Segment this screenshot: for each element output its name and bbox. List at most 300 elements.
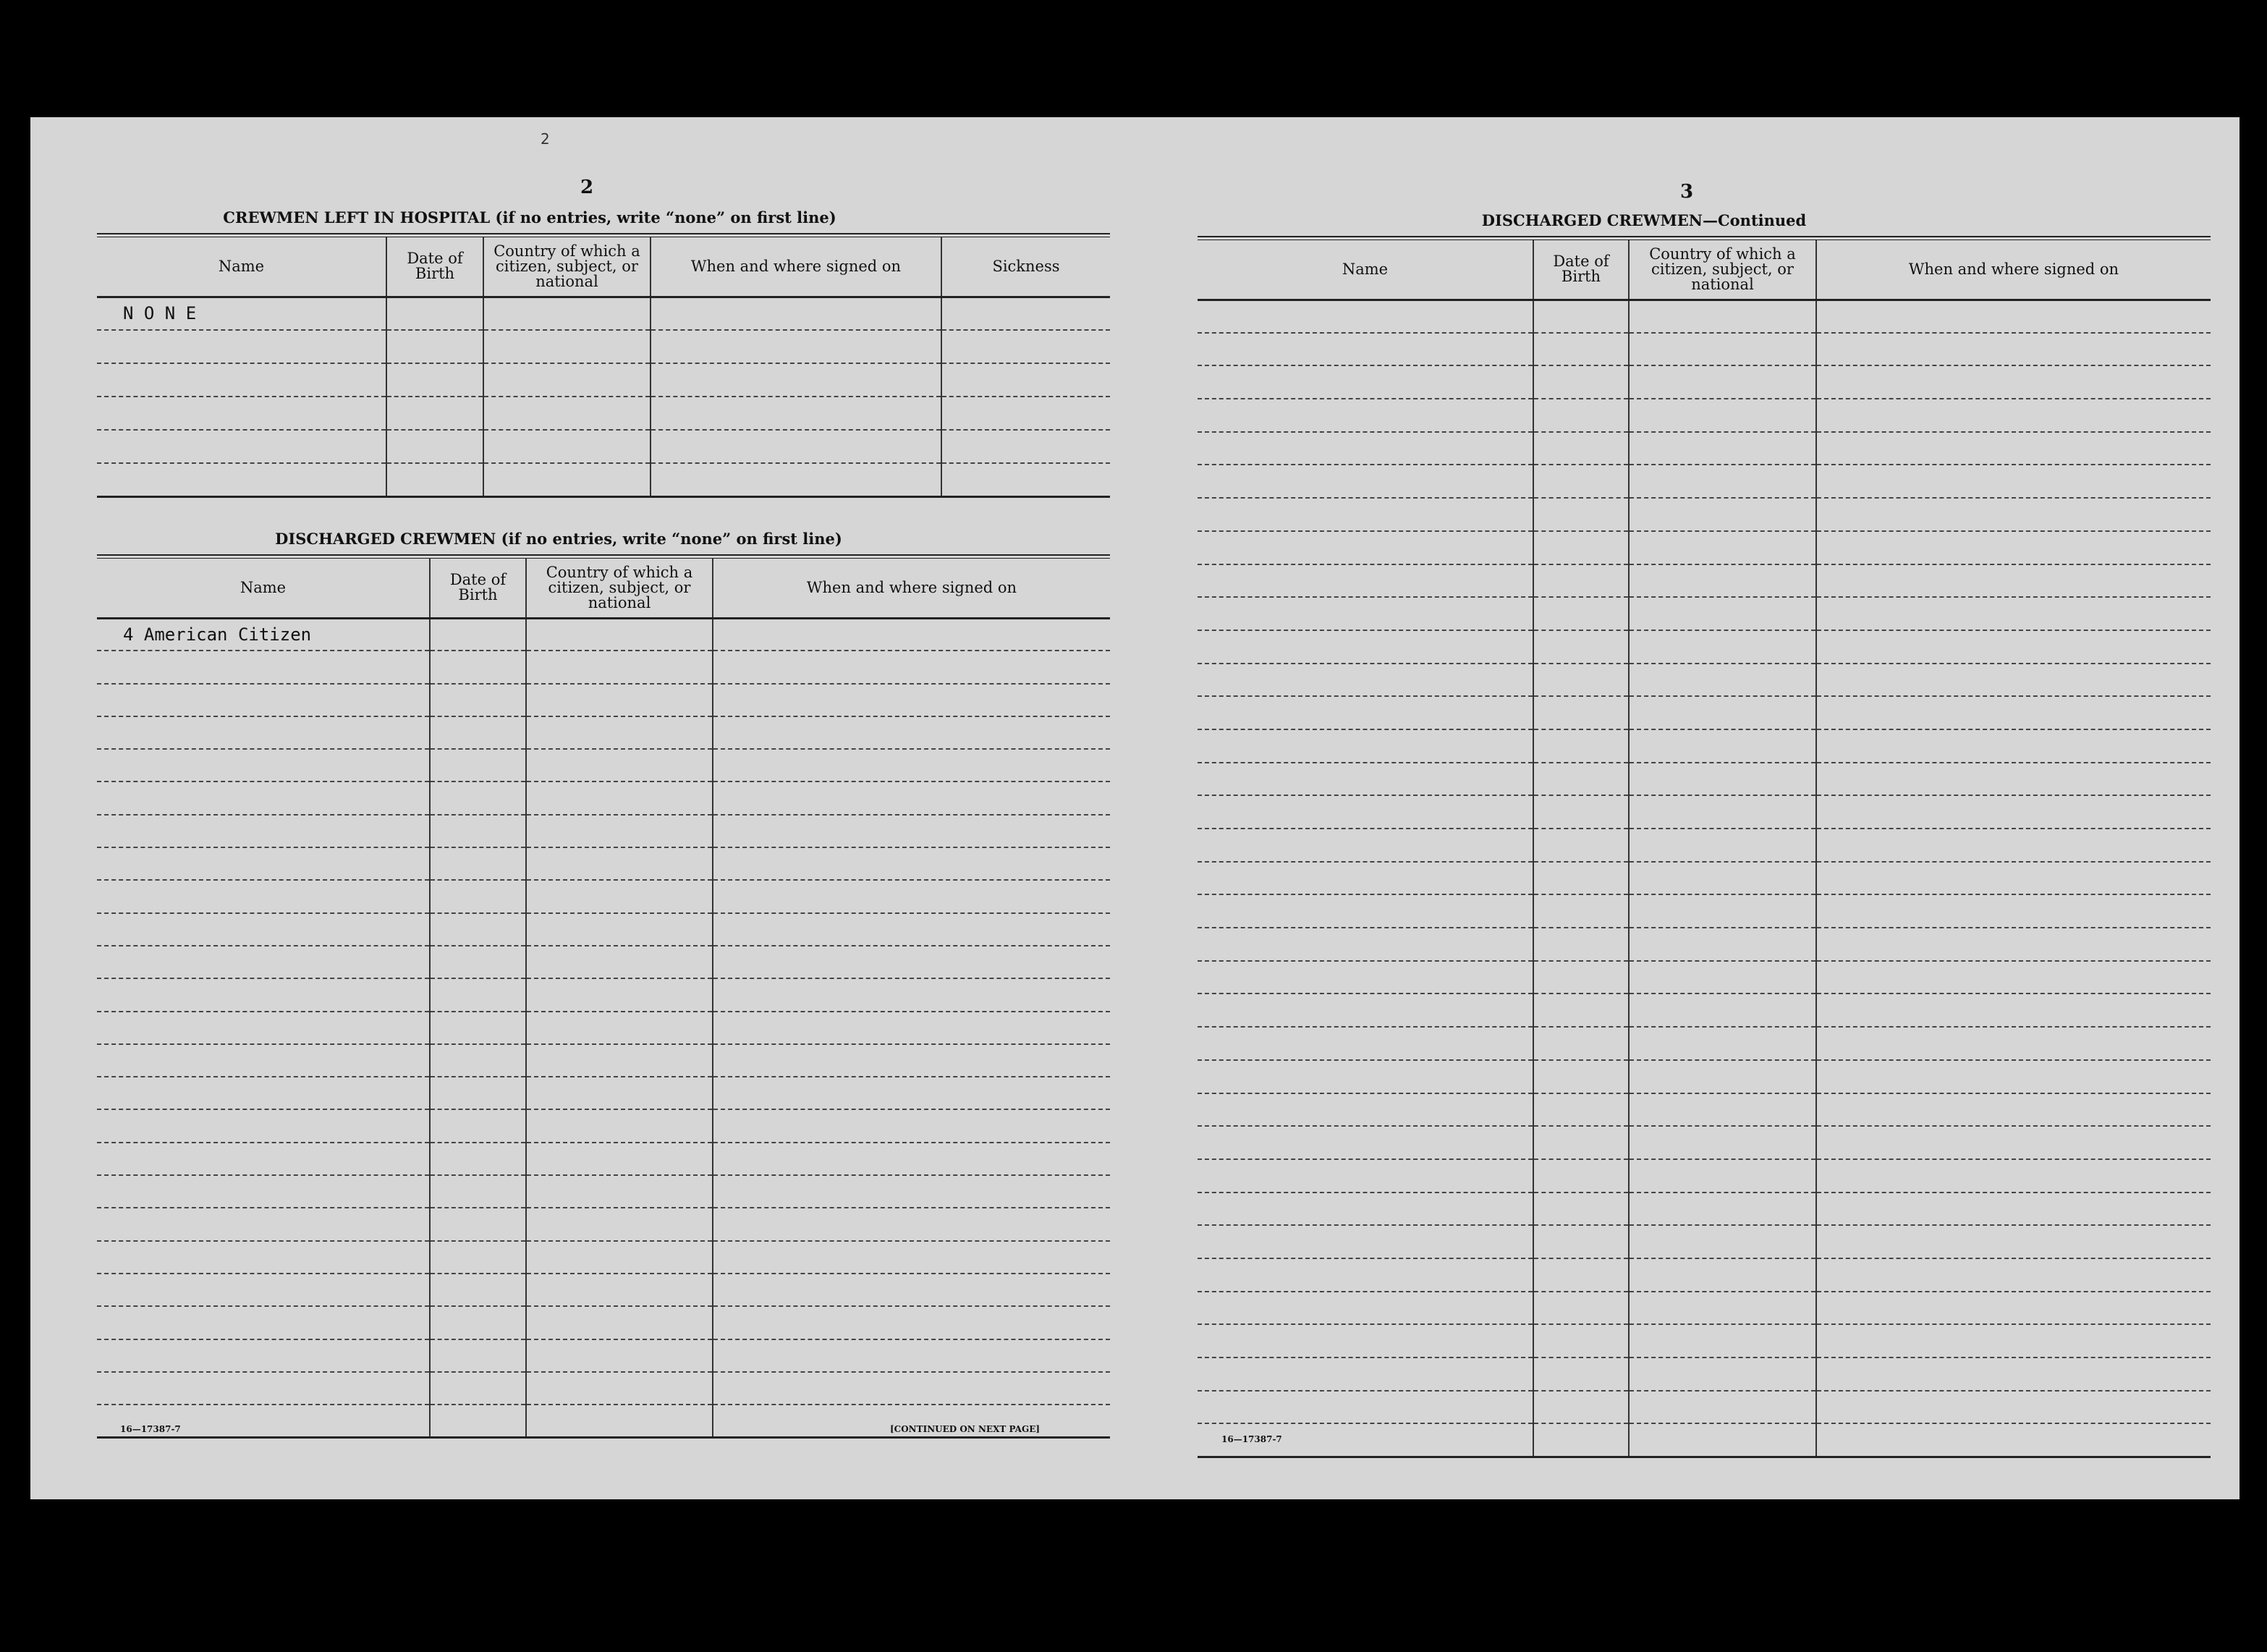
- table-row: [1198, 928, 2211, 961]
- table-cell: [430, 1274, 526, 1306]
- discharged-continued-suffix: —Continued: [1702, 211, 1807, 229]
- table-cell: [1816, 1292, 2211, 1325]
- table-cell: [1629, 564, 1816, 598]
- table-cell: [1533, 1357, 1629, 1391]
- table-cell: [1629, 630, 1816, 664]
- table-row: [1198, 1126, 2211, 1159]
- table-cell: [526, 1143, 713, 1175]
- table-row: [1198, 1357, 2211, 1391]
- table-cell: [97, 330, 386, 363]
- table-cell: [1816, 928, 2211, 961]
- table-cell: [97, 1109, 430, 1142]
- table-cell: [97, 1339, 430, 1372]
- table-cell: [1198, 894, 1533, 928]
- table-cell: [941, 297, 1110, 330]
- table-cell: [1629, 1093, 1816, 1127]
- table-cell: [430, 618, 526, 651]
- table-cell: [1816, 961, 2211, 994]
- table-cell: [430, 684, 526, 716]
- table-row: [97, 430, 1110, 463]
- table-cell: [97, 946, 430, 978]
- discharged-table: [97, 559, 1110, 1439]
- table-cell: [1198, 1357, 1533, 1391]
- table-cell: [1629, 498, 1816, 531]
- table-cell: [1816, 564, 2211, 598]
- table-row: [1198, 597, 2211, 630]
- table-cell: [1533, 1225, 1629, 1258]
- table-cell: [1533, 432, 1629, 465]
- table-cell: [1198, 1258, 1533, 1292]
- table-cell: [526, 716, 713, 749]
- table-cell: [713, 1274, 1110, 1306]
- hospital-header-row: [97, 237, 1110, 297]
- table-row: [97, 815, 1110, 847]
- hospital-col-sickness: Sickness: [941, 237, 1110, 297]
- table-cell: [1816, 365, 2211, 399]
- table-cell: [1533, 300, 1629, 333]
- table-cell: [1816, 1093, 2211, 1127]
- table-row: [1198, 795, 2211, 829]
- table-cell: [941, 430, 1110, 463]
- table-cell: [1533, 365, 1629, 399]
- table-cell: [1198, 399, 1533, 432]
- table-cell: [651, 397, 941, 430]
- hospital-col-country: Country of which a citizen, subject, or national: [483, 237, 651, 297]
- continued-note: [CONTINUED ON NEXT PAGE]: [890, 1424, 1041, 1434]
- table-row: [97, 363, 1110, 397]
- table-row: [97, 618, 1110, 651]
- table-cell: [1198, 961, 1533, 994]
- table-cell: [1629, 531, 1816, 564]
- table-cell: [651, 363, 941, 397]
- hospital-title-note: (if no entries, write “none” on first line): [495, 208, 836, 226]
- table-cell: [526, 1405, 713, 1437]
- table-cell: [483, 463, 651, 496]
- table-cell: [1629, 729, 1816, 763]
- right-form-number: 16—17387-7: [1221, 1434, 1282, 1444]
- table-cell: [1198, 333, 1533, 366]
- table-cell: [1816, 333, 2211, 366]
- table-cell: [1629, 763, 1816, 796]
- table-cell: [1629, 1225, 1816, 1258]
- table-cell: [526, 847, 713, 880]
- table-cell: [1629, 1193, 1816, 1226]
- table-cell: [1198, 795, 1533, 829]
- table-cell: [941, 330, 1110, 363]
- table-cell: [1629, 1292, 1816, 1325]
- table-cell: [1533, 564, 1629, 598]
- table-cell: [430, 1109, 526, 1142]
- table-cell: [1629, 365, 1816, 399]
- table-cell: [526, 749, 713, 781]
- hospital-title-text: CREWMEN LEFT IN HOSPITAL: [223, 208, 491, 226]
- table-cell: [386, 330, 483, 363]
- table-cell: [1533, 1126, 1629, 1159]
- hospital-col-signed-on: When and where signed on: [651, 237, 941, 297]
- table-cell: [713, 847, 1110, 880]
- table-row: [1198, 1060, 2211, 1093]
- table-cell: [1816, 1357, 2211, 1391]
- table-row: [97, 1241, 1110, 1274]
- table-row: [1198, 1093, 2211, 1127]
- table-row: [1198, 1391, 2211, 1424]
- table-cell: [1198, 1324, 1533, 1357]
- left-page-number: 2: [580, 177, 594, 198]
- table-cell: [1816, 862, 2211, 895]
- table-cell: [1533, 928, 1629, 961]
- table-cell: [430, 651, 526, 683]
- table-cell: [430, 946, 526, 978]
- table-cell: [1816, 1324, 2211, 1357]
- table-row: [97, 978, 1110, 1011]
- table-row: [97, 1109, 1110, 1142]
- table-cell: [1198, 531, 1533, 564]
- table-cell: [526, 684, 713, 716]
- table-cell: [1629, 1423, 1816, 1457]
- table-cell: [1198, 862, 1533, 895]
- table-cell: [1816, 300, 2211, 333]
- table-cell: [1533, 399, 1629, 432]
- table-cell: [1198, 1391, 1533, 1424]
- table-cell: [483, 430, 651, 463]
- table-cell: [1816, 1126, 2211, 1159]
- table-cell: [1816, 1423, 2211, 1457]
- table-cell: [1198, 365, 1533, 399]
- table-cell: [1533, 465, 1629, 498]
- table-cell: [1198, 1093, 1533, 1127]
- table-cell: [1198, 300, 1533, 333]
- table-cell: [1816, 465, 2211, 498]
- table-cell: [526, 1306, 713, 1339]
- table-cell: [1198, 498, 1533, 531]
- table-cell: [1198, 597, 1533, 630]
- table-cell: [526, 1175, 713, 1208]
- table-cell: [1816, 1391, 2211, 1424]
- table-cell: [430, 1372, 526, 1405]
- table-cell: [1816, 894, 2211, 928]
- table-cell: [97, 651, 430, 683]
- table-cell: [430, 1241, 526, 1274]
- discharged-title-note: (if no entries, write “none” on first line): [501, 530, 842, 548]
- table-row: [1198, 365, 2211, 399]
- table-cell: [97, 815, 430, 847]
- table-cell: N O N E: [97, 297, 386, 330]
- table-cell: [1198, 1225, 1533, 1258]
- table-cell: [97, 684, 430, 716]
- table-row: [97, 1044, 1110, 1077]
- table-cell: [526, 651, 713, 683]
- table-cell: [713, 1143, 1110, 1175]
- table-row: [1198, 564, 2211, 598]
- table-cell: [713, 1241, 1110, 1274]
- table-cell: [713, 1306, 1110, 1339]
- table-cell: [1198, 994, 1533, 1027]
- table-row: [97, 1306, 1110, 1339]
- table-row: [97, 463, 1110, 496]
- table-cell: [1629, 1324, 1816, 1357]
- table-cell: [1533, 1292, 1629, 1325]
- table-cell: [1816, 597, 2211, 630]
- table-cell: [1533, 630, 1629, 664]
- table-cell: [483, 397, 651, 430]
- left-form-number: 16—17387-7: [120, 1424, 181, 1434]
- table-row: [97, 749, 1110, 781]
- table-cell: [97, 1077, 430, 1109]
- table-row: [97, 297, 1110, 330]
- table-cell: [430, 1339, 526, 1372]
- table-cell: [430, 913, 526, 946]
- table-row: [1198, 531, 2211, 564]
- table-cell: [713, 1372, 1110, 1405]
- discharged-continued-title-text: DISCHARGED CREWMEN: [1481, 211, 1703, 229]
- table-cell: [651, 330, 941, 363]
- table-cell: [1198, 465, 1533, 498]
- discharged-continued-title: [1239, 211, 2049, 229]
- table-cell: [1198, 729, 1533, 763]
- table-cell: [713, 815, 1110, 847]
- table-cell: [430, 1077, 526, 1109]
- table-cell: [526, 1208, 713, 1240]
- table-cell: [97, 1012, 430, 1044]
- table-row: [97, 1372, 1110, 1405]
- table-cell: [1198, 696, 1533, 729]
- table-cell: [97, 716, 430, 749]
- table-cell: 4 American Citizen: [97, 618, 430, 651]
- table-cell: [1533, 961, 1629, 994]
- continued-col-dob: Date of Birth: [1533, 240, 1629, 300]
- table-cell: [430, 1306, 526, 1339]
- table-cell: [1816, 763, 2211, 796]
- table-row: [97, 1274, 1110, 1306]
- table-cell: [1629, 399, 1816, 432]
- table-cell: [713, 1012, 1110, 1044]
- table-cell: [1629, 333, 1816, 366]
- table-cell: [1533, 597, 1629, 630]
- continued-col-name: Name: [1198, 240, 1533, 300]
- table-cell: [713, 913, 1110, 946]
- table-cell: [1629, 1060, 1816, 1093]
- table-row: [97, 781, 1110, 814]
- table-cell: [1533, 664, 1629, 697]
- table-cell: [526, 1241, 713, 1274]
- table-cell: [526, 913, 713, 946]
- table-cell: [526, 880, 713, 912]
- discharged-col-dob: Date of Birth: [430, 559, 526, 618]
- table-cell: [386, 463, 483, 496]
- table-cell: [97, 363, 386, 397]
- table-cell: [430, 815, 526, 847]
- table-cell: [483, 330, 651, 363]
- table-cell: [941, 363, 1110, 397]
- table-cell: [1198, 564, 1533, 598]
- table-cell: [713, 1044, 1110, 1077]
- table-cell: [1198, 1159, 1533, 1193]
- table-row: [1198, 829, 2211, 862]
- table-row: [1198, 763, 2211, 796]
- table-cell: [526, 1044, 713, 1077]
- table-cell: [1533, 696, 1629, 729]
- table-row: [97, 1077, 1110, 1109]
- continued-col-country: Country of which a citizen, subject, or national: [1629, 240, 1816, 300]
- hospital-col-name: Name: [97, 237, 386, 297]
- table-row: [1198, 465, 2211, 498]
- table-cell: [97, 1372, 430, 1405]
- table-cell: [1533, 1060, 1629, 1093]
- table-cell: [1629, 795, 1816, 829]
- table-cell: [1629, 1159, 1816, 1193]
- table-cell: [430, 880, 526, 912]
- table-cell: [1533, 1324, 1629, 1357]
- table-cell: [1533, 531, 1629, 564]
- table-cell: [430, 781, 526, 814]
- table-row: [97, 1175, 1110, 1208]
- table-cell: [97, 1175, 430, 1208]
- table-cell: [1816, 1060, 2211, 1093]
- table-cell: [1629, 928, 1816, 961]
- table-cell: [1816, 498, 2211, 531]
- table-cell: [713, 946, 1110, 978]
- table-cell: [1816, 1258, 2211, 1292]
- table-cell: [430, 1405, 526, 1437]
- table-cell: [1816, 664, 2211, 697]
- table-cell: [1533, 894, 1629, 928]
- table-cell: [1198, 1193, 1533, 1226]
- table-cell: [1629, 961, 1816, 994]
- table-cell: [97, 913, 430, 946]
- table-cell: [1629, 465, 1816, 498]
- table-cell: [1816, 696, 2211, 729]
- table-cell: [97, 1143, 430, 1175]
- table-cell: [1629, 300, 1816, 333]
- table-row: [97, 716, 1110, 749]
- table-cell: [713, 1109, 1110, 1142]
- table-cell: [526, 1372, 713, 1405]
- hospital-section-title: [124, 208, 935, 226]
- table-row: [1198, 729, 2211, 763]
- table-row: [97, 684, 1110, 716]
- table-row: [97, 946, 1110, 978]
- right-page-number: 3: [1680, 181, 1694, 203]
- table-cell: [1816, 630, 2211, 664]
- table-cell: [97, 880, 430, 912]
- table-cell: [1816, 1027, 2211, 1060]
- table-cell: [1533, 994, 1629, 1027]
- handwritten-page-mark: 2: [541, 130, 550, 148]
- table-cell: [97, 781, 430, 814]
- table-row: [1198, 696, 2211, 729]
- table-cell: [1198, 1027, 1533, 1060]
- table-cell: [1533, 1423, 1629, 1457]
- table-cell: [1629, 432, 1816, 465]
- table-row: [97, 330, 1110, 363]
- table-row: [1198, 862, 2211, 895]
- table-cell: [1533, 829, 1629, 862]
- table-cell: [1533, 1391, 1629, 1424]
- table-cell: [97, 1241, 430, 1274]
- table-row: [1198, 1292, 2211, 1325]
- table-cell: [1198, 664, 1533, 697]
- table-cell: [1198, 928, 1533, 961]
- document-sheet: [30, 117, 2240, 1499]
- table-cell: [526, 1339, 713, 1372]
- hospital-table: [97, 237, 1110, 498]
- table-cell: [651, 430, 941, 463]
- table-cell: [1533, 333, 1629, 366]
- table-cell: [430, 1143, 526, 1175]
- table-cell: [97, 1274, 430, 1306]
- table-row: [97, 1208, 1110, 1240]
- table-cell: [483, 363, 651, 397]
- table-cell: [386, 297, 483, 330]
- table-cell: [386, 430, 483, 463]
- table-cell: [1198, 1060, 1533, 1093]
- table-cell: [713, 781, 1110, 814]
- table-cell: [1533, 862, 1629, 895]
- table-row: [1198, 1258, 2211, 1292]
- table-cell: [430, 1044, 526, 1077]
- discharged-col-name: Name: [97, 559, 430, 618]
- table-cell: [97, 1208, 430, 1240]
- table-cell: [526, 815, 713, 847]
- table-cell: [97, 397, 386, 430]
- table-row: [1198, 894, 2211, 928]
- table-cell: [97, 430, 386, 463]
- table-cell: [1816, 729, 2211, 763]
- discharged-col-country: Country of which a citizen, subject, or national: [526, 559, 713, 618]
- table-cell: [430, 749, 526, 781]
- table-cell: [526, 1077, 713, 1109]
- table-cell: [1816, 1159, 2211, 1193]
- table-cell: [1533, 1193, 1629, 1226]
- table-cell: [651, 463, 941, 496]
- table-cell: [1816, 994, 2211, 1027]
- table-cell: [713, 651, 1110, 683]
- table-cell: [430, 1208, 526, 1240]
- table-cell: [713, 684, 1110, 716]
- table-row: [1198, 333, 2211, 366]
- table-row: [1198, 1193, 2211, 1226]
- discharged-section-title: [153, 530, 964, 548]
- continued-col-signed-on: When and where signed on: [1816, 240, 2211, 300]
- table-row: [97, 651, 1110, 683]
- table-cell: [97, 978, 430, 1011]
- table-cell: [1816, 1225, 2211, 1258]
- table-cell: [97, 847, 430, 880]
- table-cell: [430, 1012, 526, 1044]
- table-cell: [526, 946, 713, 978]
- table-cell: [1629, 862, 1816, 895]
- table-cell: [1198, 1126, 1533, 1159]
- table-cell: [97, 1306, 430, 1339]
- table-cell: [1533, 498, 1629, 531]
- table-cell: [526, 1012, 713, 1044]
- table-cell: [430, 847, 526, 880]
- continued-header-row: [1198, 240, 2211, 300]
- table-cell: [386, 397, 483, 430]
- table-row: [97, 847, 1110, 880]
- table-cell: [1533, 729, 1629, 763]
- table-row: [1198, 1423, 2211, 1457]
- table-cell: [1816, 432, 2211, 465]
- table-cell: [1816, 829, 2211, 862]
- table-cell: [1198, 763, 1533, 796]
- table-row: [1198, 994, 2211, 1027]
- table-row: [97, 1339, 1110, 1372]
- table-cell: [1533, 1027, 1629, 1060]
- table-cell: [97, 463, 386, 496]
- table-row: [1198, 432, 2211, 465]
- table-cell: [1198, 1292, 1533, 1325]
